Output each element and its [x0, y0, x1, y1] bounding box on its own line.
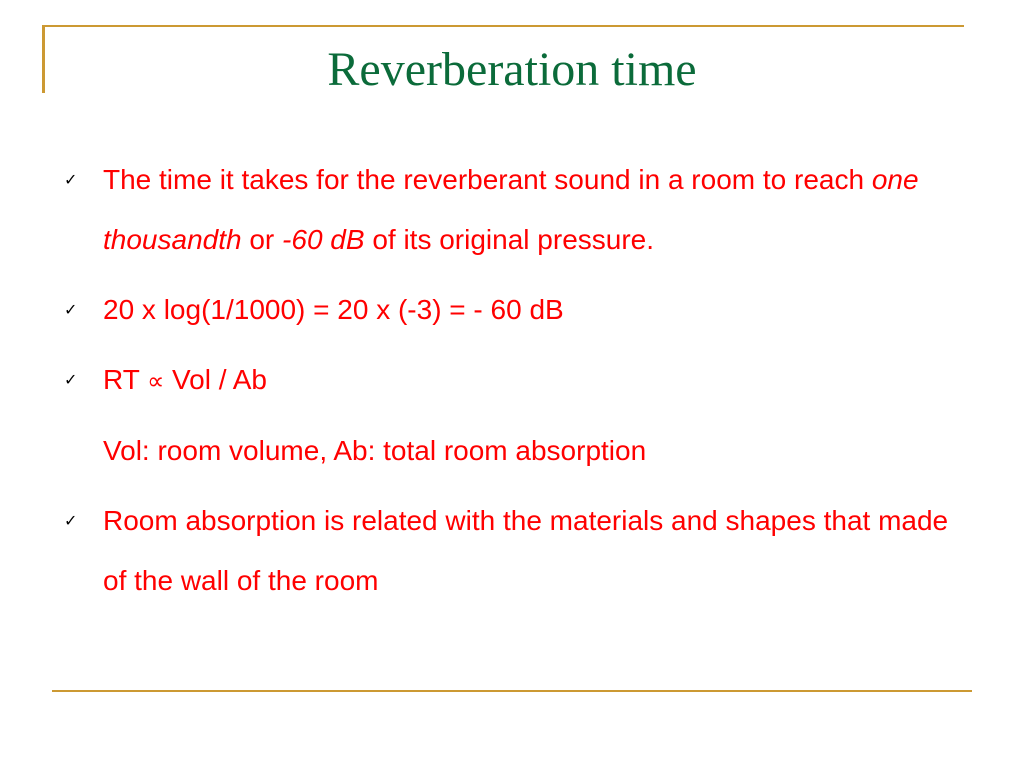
bullet-definition-text-b: or — [241, 224, 283, 255]
bullet-definition-text-c: of its original pressure. — [364, 224, 655, 255]
checkmark-icon: ✓ — [64, 513, 78, 530]
slide-body — [0, 150, 1024, 621]
bullet-definition — [0, 150, 963, 270]
bullet-proportionality-lhs: RT — [103, 364, 148, 395]
checkmark-icon: ✓ — [64, 302, 78, 319]
bullet-proportionality — [0, 350, 963, 411]
bullet-proportionality-rhs: Vol / Ab — [164, 364, 267, 395]
bullet-definition-em-thousandth: one thousandth — [103, 164, 919, 255]
frame-top-line — [42, 25, 964, 27]
proportional-symbol: ∝ — [147, 367, 165, 395]
bullet-formula — [0, 280, 963, 340]
bullet-definition-em-db: -60 dB — [282, 224, 365, 255]
bullet-formula-text: 20 x log(1/1000) = 20 x (-3) = - 60 dB — [103, 294, 564, 325]
bullet-absorption — [0, 491, 963, 611]
frame-bottom-line — [52, 690, 972, 692]
variables-note: Vol: room volume, Ab: total room absorption — [103, 435, 647, 466]
bullet-absorption-text: Room absorption is related with the materials and shapes that made of the wall of the room — [103, 505, 949, 596]
bullet-definition-text-a: The time it takes for the reverberant sound in a room to reach — [103, 164, 872, 195]
checkmark-icon: ✓ — [64, 372, 78, 389]
slide-title: Reverberation time — [327, 43, 697, 96]
checkmark-icon: ✓ — [64, 172, 78, 189]
